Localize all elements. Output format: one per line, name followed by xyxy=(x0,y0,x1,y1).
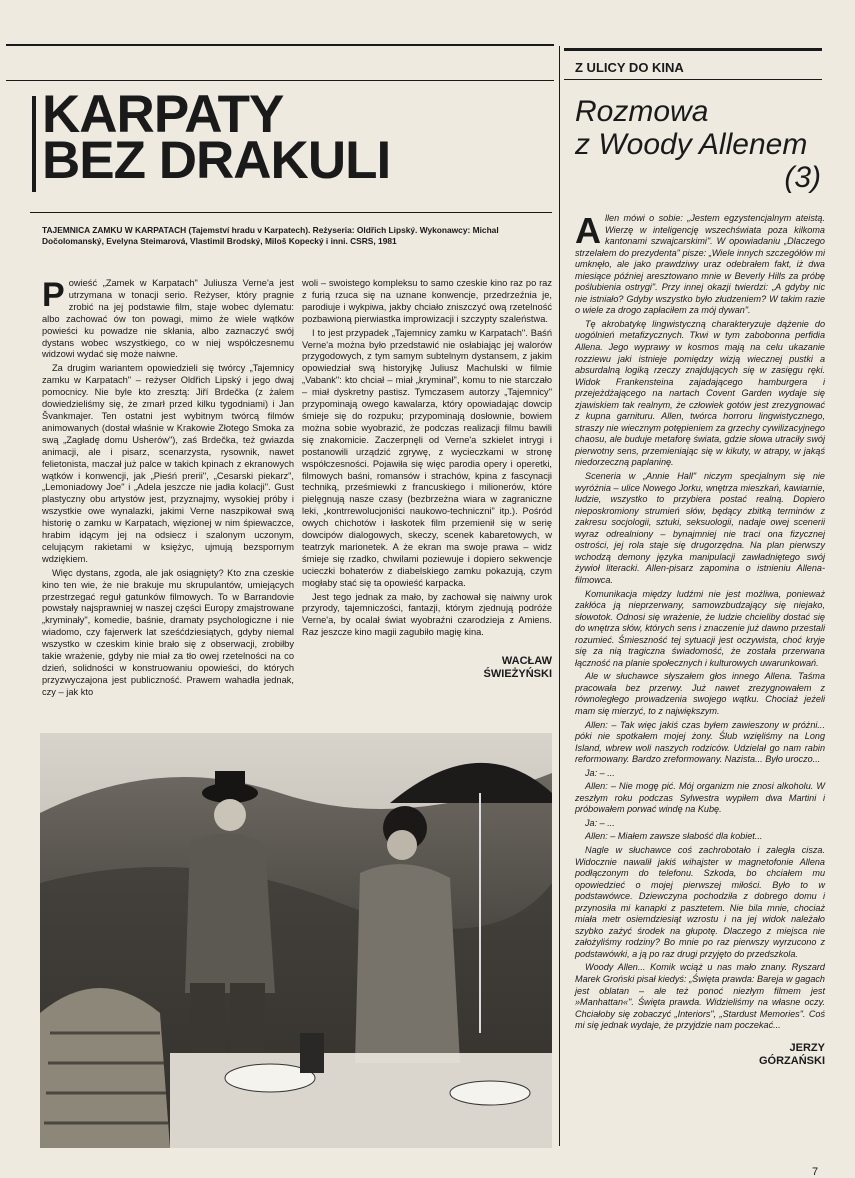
interview-column xyxy=(575,210,825,1068)
signature-line-2: GÓRZAŃSKI xyxy=(759,1054,825,1067)
paragraph: woli – swoistego kompleksu to samo czeskie kino raz po raz z furią rzuca się na uznane konwencje, przedrzeźnia je, parodiuje i wykpiwa, jakby chciało zniszczyć ową rzetelność pozbawioną pierwiastka improwizacji i szczypty szaleństwa. xyxy=(302,278,552,324)
signature-line-1: WACŁAW xyxy=(501,655,552,668)
header-rule-left xyxy=(6,80,554,81)
article-column-2 xyxy=(302,278,552,681)
title-line-1: Rozmowa xyxy=(575,95,709,128)
paragraph: Ale w słuchawce słyszałem głos innego Allena. Taśma pracowała bez przerwy. Już nawet zrezygnowałem z równoległego prowadzenia swojego wątku. Chociaż jeżeli mam się mierzyć, to z największym. xyxy=(575,671,825,716)
paragraph: Woody Allen... Komik wciąż u nas mało znany. Ryszard Marek Groński pisał kiedyś: „Święta prawda: Bareja w gagach jest oblatan – ale też ponoć niezłym filmem jest »Manhattan«". Święta prawda. Widzieliśmy na własne oczy. Chciałoby się zobaczyć „Interiors", „Stardust Memories". Coś mi się jednak wydaje, że przyjdzie nam poczekać... xyxy=(575,962,825,1031)
paragraph: owieść „Zamek w Karpatach" Juliusza Verne'a jest utrzymana w tonacji serio. Reżyser, który pragnie zrobić na jej podstawie film, staje wobec dylematu: albo zachować ów ton powagi, mimo że wiele wątków powieści ku powadze nie skłania, albo zaznaczyć swój dystans wobec wszystkiego, co w niej współczesnemu widzowi wydać się może naiwne. xyxy=(42,278,294,360)
column-divider xyxy=(559,46,560,1146)
page-number: 7 xyxy=(812,1166,819,1178)
interview-title xyxy=(575,95,825,194)
paragraph: I to jest przypadek „Tajemnicy zamku w Karpatach". Baśń Verne'a można było przedstawić nie osłabiając jej walorów przygodowych, z tym samym subtelnym dystansem, z jakim opowiedział swą historyjkę Juliusz Machulski w filmie „Vabank": kto chciał – miał „kryminał", komu to nie starczało – miał dyskretny pastisz. Tymczasem autorzy „Tajemnicy" przypominają owego kawalarza, który opowiadając dowcip śmieje się do rozpuku; przypominają dosłownie, bowiem można sobie wyobrazić, że podczas realizacji filmu bawili się znakomicie. Zaczerpnęli od Verne'a szkielet intrygi i postanowili urządzić zgrywę, z wycieczkami w stronę współczesności. Pojawiła się więc parodia opery i operetki, filmowych baśni, romansów i strachów, kpina z fascynacji techniką, prześmiewki z francuskiego i milionerów, które pielęgnują nasze czasy (bezbrzeżna wiara w zagraniczne leki, „kontrrewolucjoniści naukowo-techniczni" itp.). Pośród owych chichotów i łaskotek film przemienił się w serię dowcipów dialogowych, skeczy, scenek kabaretowych, w teatrzyk marionetek. A że ekran ma swoje prawa – widz śmieje się rzadko, chwilami poziewuje i dopiero sekwencje ucieczki bohaterów z diabelskiego zamku pokazują, czym mogłaby stać się ta opowieść karpacka. xyxy=(302,327,552,588)
signature-line-1: JERZY xyxy=(789,1041,825,1054)
paragraph: Tę akrobatykę lingwistyczną charakteryzuje dążenie do uogólnień metafizycznych. Tkwi w tym zabobonna perfidia Allena. Jego wyprawy w kosmos mają na celu ukazanie rozziewu jaki istnieje pomiędzy wizją wiecznej pustki a absurdalną logiką rzeczy znajdujących się w zasięgu ręki. Widok Frankensteina zajadającego hamburgera i przejeżdżającego na nartach Covent Garden wydaje się zjawiskiem tak realnym, że człowiek gotów jest zrezygnować z kupna garnituru. Allen, twórca horroru lingwistycznego, straszy nie wiecznym potępieniem za grzechy cywilizacyjnego chaosu, ale buduje metaforę świata, gdzie słowa utraciły swój pierwotny sens, przemieniając się w kikuty, w atrapy, w jakąś niedorzeczną paplaninę. xyxy=(575,318,825,468)
paragraph: Allen: – Miałem zawsze słabość dla kobiet... xyxy=(585,831,763,842)
paragraph: Ja: – ... xyxy=(585,817,615,828)
paragraph: Sceneria w „Annie Hall" niczym specjalnym się nie wyróżnia – ulice Nowego Jorku, wnętrza mieszkań, kawiarnie, ludzie, wszystko to przybiera postać realną. Dopiero nieposkromiony strumień słów, będący zbitką terminów z zakresu socjologii, sztuki, seksuologii, nadaje owej scenerii wyraz odrealniony – bynajmniej nie traci ona fizycznej ostrości, jej rola staje się drugorzędna. Na plan pierwszy wchodzą demony języka manipulacji zawładniętego swój żywioł literacki. Allen-pisarz zapomina o istnieniu Allena-filmowca. xyxy=(575,471,825,585)
top-rule-right xyxy=(564,48,822,51)
paragraph: llen mówi o sobie: „Jestem egzystencjalnym ateistą. Wierzę w inteligencję wszechświata poza kilkoma kantonami szwajcarskimi". W opowiadaniu „Dlaczego strzelałem do prezydenta" pisze: „Wiele innych szczegółów mi umknęło, ale jako prawdziwy uraz odebrałem fakt, iż dwa miesiące później aresztowano mnie w Beverly Hills za próbę poślubienia ostrygi". Przy innej okazji twierdzi: „A gdyby nic nie istniało? Gdyby wszystko było złudzeniem? W takim razie o wiele za drogo zapłaciłem za mój dywan". xyxy=(575,213,825,316)
header-rule-right xyxy=(564,79,822,80)
headline-line-1: KARPATY xyxy=(42,85,284,144)
paragraph: Jest tego jednak za mało, by zachował się naiwny urok przyrody, tajemniczości, fantazji, którym zjednują podróże Verne'a, by ocalał świat wyobraźni czarodzieja z Amiens. Raz jeszcze kino magii zagubiło magię kina. xyxy=(302,591,552,638)
paragraph: Nagle w słuchawce coś zachrobotało i zaległa cisza. Widocznie nawalił jakiś wihajster w magnetofonie Allena podłączonym do telefonu. Szkoda, bo chciałem mu opowiedzieć o mojej pierwszej miłości. Było to w podstawówce. Dziewczyna pochodziła z dobrego domu i przynosiła mi kanapki z pasztetem. Nie bila mnie, chociaż miała metr osiemdziesiąt wzrostu i na jej widok należało szybko zażyć środek na głupotę. Dlaczego z miejsca nie założyliśmy rodziny? Bo mnie po raz pierwszy wyrzucono z podstawówki, a ją po raz drugi przyjęto do przedszkola. xyxy=(575,844,825,959)
credits-rule xyxy=(30,212,552,213)
paragraph: Allen: – Tak więc jakiś czas byłem zawieszony w próżni... póki nie spotkałem mojej żony. Ślub wzięliśmy na Long Island, wbrew woli naszych rodziców. Udzielał go nam rabin reformowany. Bardzo zreformowany. Nazista... Było uroczo... xyxy=(575,719,825,765)
film-still-photo xyxy=(40,733,552,1148)
paragraph: Ja: – ... xyxy=(585,767,615,778)
title-line-2: z Woody Allenem xyxy=(575,128,808,161)
signature-line-2: ŚWIEŻYŃSKI xyxy=(483,668,552,681)
headline xyxy=(42,85,542,190)
paragraph: Allen: – Nie mogę pić. Mój organizm nie znosi alkoholu. W zeszłym roku podczas Sylwestra wypiłem dwa Martini i próbowałem porwać windę na Kubę. xyxy=(575,781,825,815)
paragraph: Więc dystans, zgoda, ale jak osiągnięty? Kto zna czeskie kino ten wie, że nie brakuje mu skrupulantów, umiejących przestrzegać reguł gatunków filmowych. To w Barrandovie powstały najsprawniej w naszej części Europy zmajstrowane „kryminały", komedie, baśnie, dramaty psychologiczne i nie wiadomo, czy fajerwerk lat sześćdziesiątych, gdyby niemal wszystko w czeskim kinie brało się z obserwacji, zrobiłby takie wrażenie, gdyby nie miał za tło owej rzetelności na co dzień, solidności w konstruowaniu opowieści, do których przyzwyczajona jest publiczność. Prawem wahadła jednak, czy – jak kto xyxy=(42,567,294,697)
headline-bar xyxy=(32,96,36,192)
title-line-3: (3) xyxy=(784,161,821,194)
film-credits: TAJEMNICA ZAMKU W KARPATACH (Tajemství hradu v Karpatech). Reżyseria: Oldřich Lipský. Wykonawcy: Michal Dočolomanský, Evelyna Steimarová, Vlastimil Brodský, Miloš Kopecký i inni. CSRS, 1981 xyxy=(42,225,499,246)
drop-cap: P xyxy=(42,276,65,314)
top-rule-left xyxy=(6,44,554,46)
paragraph: Za drugim wariantem opowiedzieli się twórcy „Tajemnicy zamku w Karpatach" – reżyser Oldřich Lipský i jego dwaj pomocnicy. Nie byle kto zresztą: Jiří Brdečka (z żalem dowiedzieliśmy się, że zmarł przed kilku tygodniami) i Jan Švankmajer. Ten ostatni jest wybitnym twórcą filmów animowanych (dostał właśnie w Krakowie Złotego Smoka za swą „Zagładę domu Usherów"), zaś Brdečka, też gwiazda animacji, ale i pisarz, scenarzysta, rysownik, nawet felietonista, maczał już palce w takich kpinach z ekranowych wątków i konwencji, jak „Pieśń prerii", „Cesarski piekarz", „Lemoniadowy Joe" i „Adela jeszcze nie jadła kolacji". Gust plastyczny obu artystów jest, przyznajmy, wysokiej próby i wszystkie owe wynalazki, jakimi Verne naszpikował swą historię o zamku w Karpatach, więzionej w nim śpiewaczce, hrabim idącym jej na odsiecz i szalonym uczonym, celującym rakietami w księżyc, ujmują bezspornym wdziękiem. xyxy=(42,363,294,564)
drop-cap: A xyxy=(575,210,601,251)
headline-line-2: BEZ DRAKULI xyxy=(42,131,391,190)
article-column-1 xyxy=(42,278,294,701)
section-label: Z ULICY DO KINA xyxy=(575,60,684,75)
paragraph: Komunikacja między ludźmi nie jest możliwa, ponieważ zakłóca ją nieprzerwany, samowzbudzający się niejako, słowotok. Odnosi się wrażenie, że ludzie chcieliby dostać się do wnętrza słów, których sens i znaczenie już dawno przestali rozumieć. Śmieszność tej sytuacji jest oczywista, choć kryje się za nią tragiczna świadomość, że została przerwana łączność na planie społecznych i kulturowych uwarunkowań. xyxy=(575,588,825,668)
